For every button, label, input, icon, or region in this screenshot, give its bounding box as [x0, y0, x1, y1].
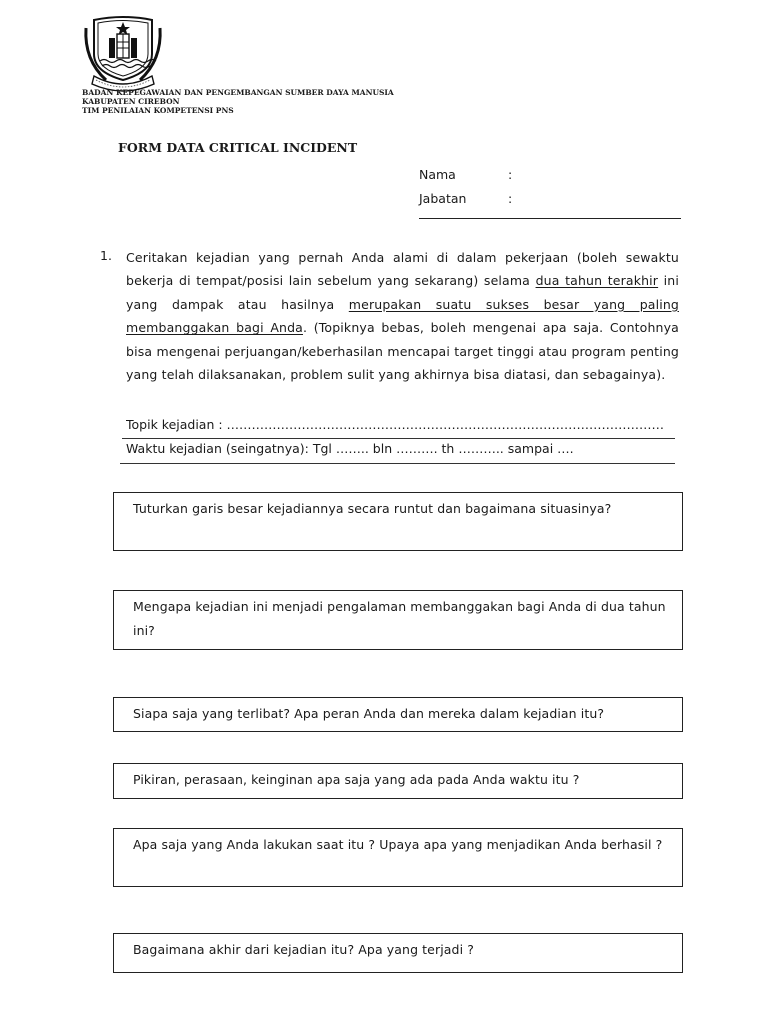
answer-box-outline[interactable] [113, 492, 683, 551]
field-rule [120, 463, 675, 464]
field-rule [122, 438, 675, 439]
instruction-part-1: Ceritakan kejadian yang pernah Anda alami di dalam pekerjaan (boleh sewaktu bekerja di tempat/posisi lain sebelum yang sekarang) selama [126, 250, 679, 289]
instruction-part-2: ini yang dampak atau hasilnya [126, 273, 679, 312]
question-instruction [126, 246, 679, 386]
name-label: Nama [419, 167, 456, 182]
answer-box-feelings[interactable] [113, 763, 683, 799]
name-field[interactable]: : [508, 167, 513, 182]
answer-box-prompt: Mengapa kejadian ini menjadi pengalaman membanggakan bagi Anda di dua tahun ini? [133, 599, 666, 638]
answer-box-people[interactable] [113, 697, 683, 732]
answer-box-actions[interactable] [113, 828, 683, 887]
answer-box-pride[interactable] [113, 590, 683, 650]
answer-box-prompt: Apa saja yang Anda lakukan saat itu ? Upaya apa yang menjadikan Anda berhasil ? [133, 837, 663, 852]
answer-box-prompt: Tuturkan garis besar kejadiannya secara runtut dan bagaimana situasinya? [133, 501, 612, 516]
answer-box-prompt: Siapa saja yang terlibat? Apa peran Anda dan mereka dalam kejadian itu? [133, 706, 605, 721]
org-name: BADAN KEPEGAWAIAN DAN PENGEMBANGAN SUMBER DAYA MANUSIA [82, 88, 394, 97]
answer-box-outcome[interactable] [113, 933, 683, 973]
instruction-part-3: . (Topiknya bebas, boleh mengenai apa saja. Contohnya bisa mengenai perjuangan/keberhasilan mencapai target tinggi atau program penting yang telah dilaksanakan, problem sulit yang akhirnya bisa diatasi, dan sebagainya). [126, 320, 679, 383]
org-team: TIM PENILAIAN KOMPETENSI PNS [82, 106, 234, 115]
position-field[interactable]: : [508, 191, 513, 206]
org-regency: KABUPATEN CIREBON [82, 97, 180, 106]
regency-emblem-logo [80, 14, 166, 92]
topic-field[interactable]: Topik kejadian : …………………………………………………………………………………………… [126, 417, 665, 432]
answer-box-prompt: Pikiran, perasaan, keinginan apa saja yang ada pada Anda waktu itu ? [133, 772, 580, 787]
instruction-emphasis-1: dua tahun terakhir [535, 273, 659, 289]
question-number: 1. [100, 248, 112, 263]
form-title: FORM DATA CRITICAL INCIDENT [118, 140, 358, 155]
instruction-emphasis-2: merupakan suatu sukses besar yang paling membanggakan bagi Anda [126, 296, 679, 336]
time-field[interactable]: Waktu kejadian (seingatnya): Tgl …….. bln ………. th ……….. sampai …. [126, 441, 574, 456]
position-label: Jabatan [419, 191, 467, 206]
identity-underline [419, 218, 681, 219]
answer-box-prompt: Bagaimana akhir dari kejadian itu? Apa yang terjadi ? [133, 942, 474, 957]
